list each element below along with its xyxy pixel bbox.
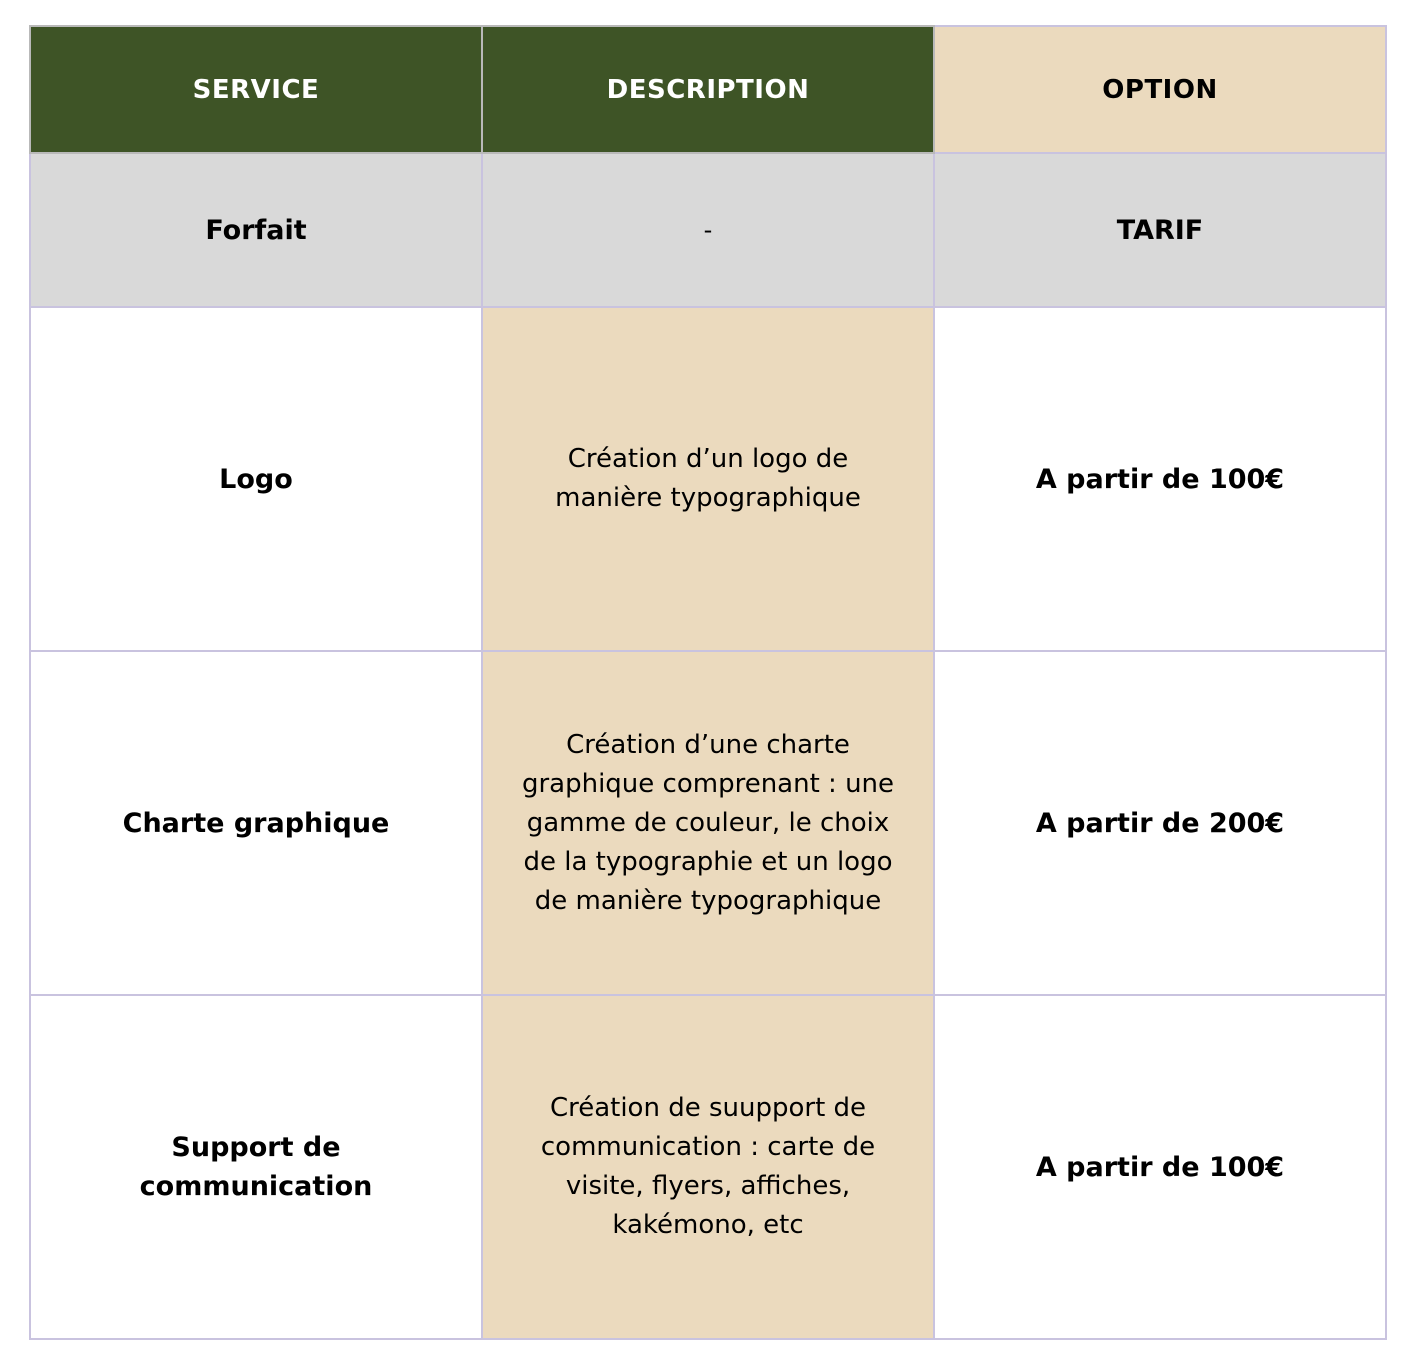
service-price: A partir de 200€: [934, 651, 1386, 995]
service-description: Création d’un logo de manière typographique: [482, 307, 934, 651]
pricing-table: [29, 25, 1387, 1340]
service-name: Charte graphique: [30, 651, 482, 995]
table-row: [30, 995, 1386, 1339]
header-service: SERVICE: [30, 26, 482, 153]
service-price: A partir de 100€: [934, 995, 1386, 1339]
service-name: Logo: [30, 307, 482, 651]
header-description: DESCRIPTION: [482, 26, 934, 153]
table-row: [30, 651, 1386, 995]
subheader-option: TARIF: [934, 153, 1386, 307]
table-row: [30, 307, 1386, 651]
service-price: A partir de 100€: [934, 307, 1386, 651]
subheader-service: Forfait: [30, 153, 482, 307]
table-subheader-row: [30, 153, 1386, 307]
service-description: Création de suupport de communication : carte de visite, flyers, affiches, kakémono, etc: [482, 995, 934, 1339]
service-name: Support de communication: [30, 995, 482, 1339]
table-header-row: [30, 26, 1386, 153]
header-option: OPTION: [934, 26, 1386, 153]
subheader-description: -: [482, 153, 934, 307]
service-description: Création d’une charte graphique comprenant : une gamme de couleur, le choix de la typographie et un logo de manière typographique: [482, 651, 934, 995]
